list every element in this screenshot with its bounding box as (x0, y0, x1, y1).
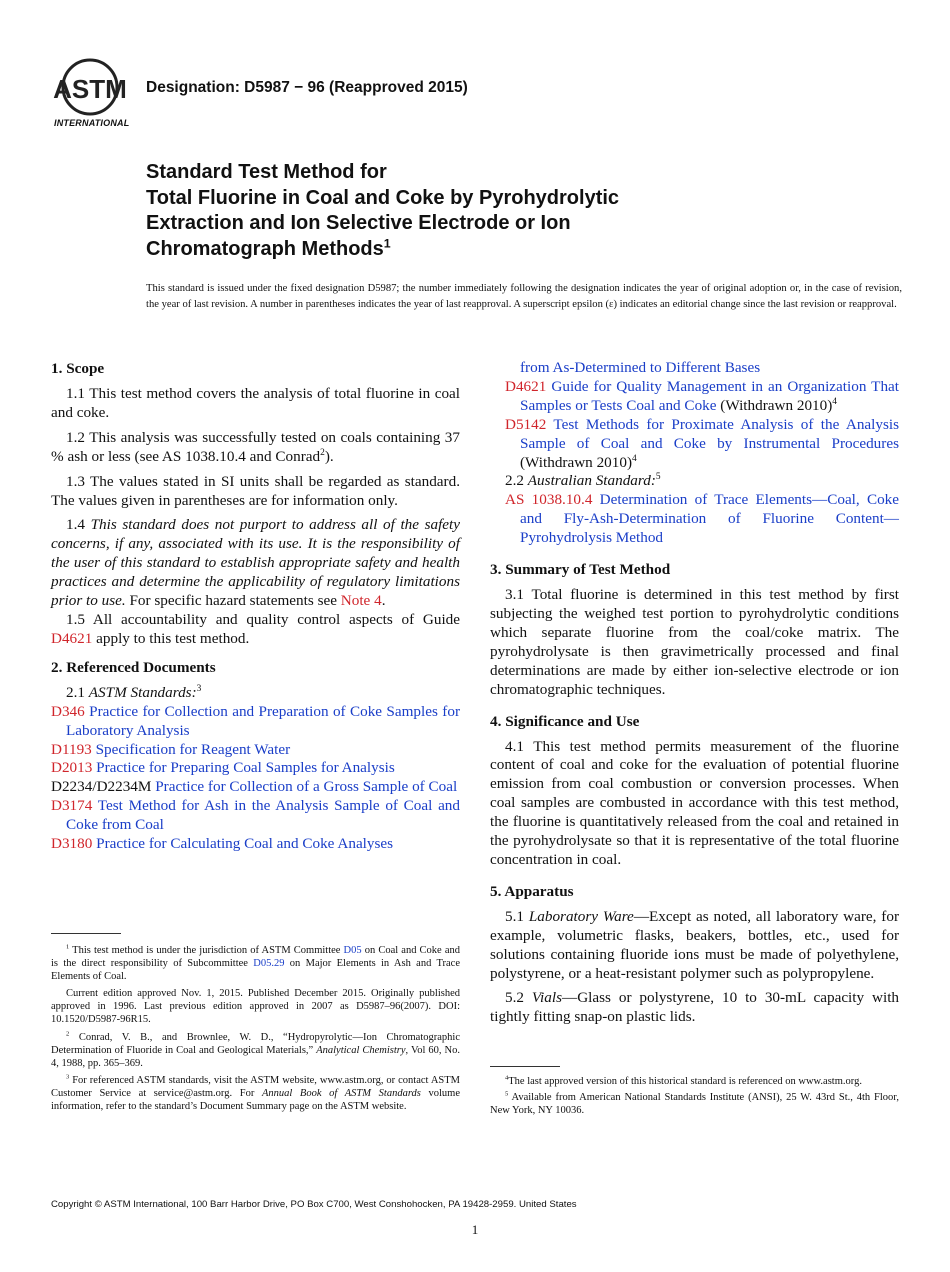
ref-d346[interactable]: D346 Practice for Collection and Preparation of Coke Samples for Laboratory Analysis (51, 702, 460, 739)
section-5-heading: 5. Apparatus (490, 882, 574, 900)
copyright-footer: Copyright © ASTM International, 100 Barr Harbor Drive, PO Box C700, West Conshohocken, PA 19428-2959. United States (51, 1199, 577, 1210)
ref-as-1038[interactable]: AS 1038.10.4 Determination of Trace Elements—Coal, Coke and Fly-Ash-Determination of Fluorine Content—Pyrohydrolysis Method (505, 491, 900, 547)
title-footnote-mark: 1 (383, 235, 391, 250)
note-4-link[interactable]: Note 4 (340, 592, 382, 610)
footnote-rule-left (51, 933, 121, 934)
para-1-1: 1.1 This test method covers the analysis of total fluorine in coal and coke. (51, 385, 460, 421)
page-number: 1 (471, 1222, 479, 1237)
ref-d3180[interactable]: D3180 Practice for Calculating Coal and Coke Analyses (51, 835, 394, 853)
ref-d1193[interactable]: D1193 Specification for Reagent Water (51, 740, 291, 758)
d05-29-link[interactable]: D05.29 (253, 958, 285, 970)
section-4-heading: 4. Significance and Use (490, 712, 640, 730)
para-2-2: 2.2 Australian Standard:$^5$ (505, 472, 661, 490)
title-line-4: Chromatograph Methods (146, 237, 384, 260)
right-column (490, 359, 899, 1027)
footnote-2: $^2$ Conrad, V. B., and Brownlee, W. D., “Hydropyrolytic—Ion Chromatographic Determination of Fluoride in Coal and Geological Materials,” Analytical Chemistry, Vol 60, No. 4, 1988, pp. 365–369. (51, 1030, 460, 1069)
left-column (51, 359, 460, 854)
para-5-2: 5.2 Vials—Glass or polystyrene, 10 to 30-mL capacity with tightly fitting snap-on plastic lids. (490, 989, 900, 1026)
para-2-1: 2.1 ASTM Standards:$^3$ (66, 683, 202, 701)
ref-d3174[interactable]: D3174 Test Method for Ash in the Analysis Sample of Coal and Coke from Coal (51, 797, 460, 834)
ref-d3180-continued[interactable]: from As-Determined to Different Bases (520, 359, 761, 376)
ref-d5142[interactable]: D5142 Test Methods for Proximate Analysis of the Analysis Sample of Coal and Coke by Instrumental Procedures (Withdrawn 2010)$^4$ (505, 415, 900, 471)
svg-text:ASTM: ASTM (53, 74, 127, 104)
footnote-5: $^5$ Available from American National Standards Institute (ANSI), 25 W. 43rd St., 4th Floor, New York, NY 10036. (490, 1090, 899, 1117)
footnotes-right (490, 1075, 899, 1117)
para-1-2: 1.2 This analysis was successfully tested on coals containing 37 % ash or less (see AS 1038.10.4 and Conrad$^2$). (51, 428, 460, 465)
section-3-heading: 3. Summary of Test Method (490, 561, 671, 579)
footnote-1: $^1$ This test method is under the jurisdiction of ASTM Committee D05 on Coal and Coke and is the direct responsibility of Subcommittee D05.29 on Major Elements in Ash and Trace Elements of Coal. (51, 943, 460, 983)
document-title (146, 160, 619, 262)
title-line-1: Standard Test Method for (146, 161, 387, 183)
para-5-1: 5.1 Laboratory Ware—Except as noted, all laboratory ware, for example, volumetric flasks, beakers, bottles, etc., used for solutions containing fluoride ions must be made of polyethylene, polystyrene, or a heat-resistant polymer such as polypropylene. (490, 907, 899, 982)
footnotes-left (51, 944, 460, 1113)
d4621-link-scope[interactable]: D4621 (51, 629, 93, 647)
footnote-4: $^4$The last approved version of this historical standard is referenced on www.astm.org. (505, 1074, 862, 1087)
para-1-5: 1.5 All accountability and quality control aspects of Guide D4621 apply to this test method. (51, 610, 460, 647)
para-3-1: 3.1 Total fluorine is determined in this test method by first subjecting the weighed test portion to pyrohydrolytic conditions which separate fluorine from the coal/coke matrix. The pyrohydrolysate is then gravimetrically processed and final determinations are made by either ion-selective electrode or ion chromatographic techniques. (490, 586, 899, 698)
designation: Designation: D5987 − 96 (Reapproved 2015) (146, 79, 468, 96)
intro-notice: This standard is issued under the fixed designation D5987; the number immediately following the designation indicates the year of original adoption or, in the case of revision, the year of last revision. A number in parentheses indicates the year of last reapproval. A superscript epsilon (ε) indicates an editorial change since the last revision or reapproval. (146, 283, 902, 310)
para-1-4: 1.4 This standard does not purport to address all of the safety concerns, if any, associated with its use. It is the responsibility of the user of this standard to establish appropriate safety and health practices and determine the applicability of regulatory limitations prior to use. For specific hazard statements see Note 4. (51, 516, 461, 610)
astm-logo (50, 56, 136, 132)
logo-wordmark: INTERNATIONAL (54, 118, 130, 128)
footnote-3: $^3$ For referenced ASTM standards, visit the ASTM website, www.astm.org, or contact ASTM Customer Service at service@astm.org. For Annual Book of ASTM Standards volume information, refer to the standard’s Document Summary page on the ASTM website. (51, 1073, 460, 1113)
ref-d2013[interactable]: D2013 Practice for Preparing Coal Samples for Analysis (51, 759, 395, 777)
title-line-2: Total Fluorine in Coal and Coke by Pyrohydrolytic (146, 186, 620, 209)
ref-d2234[interactable]: D2234/D2234M Practice for Collection of a Gross Sample of Coal (51, 778, 458, 796)
footnote-rule-right (490, 1066, 560, 1067)
section-1-heading: 1. Scope (51, 360, 105, 377)
section-2-heading: 2. Referenced Documents (51, 658, 216, 676)
footnote-1-edition: Current edition approved Nov. 1, 2015. Published December 2015. Originally published approved in 1996. Last previous edition approved in 2007 as D5987–96(2007). DOI: 10.1520/D5987-96R15. (51, 988, 460, 1026)
para-1-3: 1.3 The values stated in SI units shall be regarded as standard. The values given in parentheses are for information only. (51, 472, 460, 509)
d05-link[interactable]: D05 (343, 945, 362, 956)
para-4-1: 4.1 This test method permits measurement of the fluorine content of coal and coke for the evaluation of potential fluorine emission from coal combustion or conversion processes. When coal samples are combusted in accordance with this test method, the fluorine is quantitatively released from the coal and retained in the pyrohydrolysate so that it is representative of the total fluorine concentration in coal. (490, 737, 899, 868)
ref-d4621[interactable]: D4621 Guide for Quality Management in an Organization That Samples or Tests Coal and Coke (Withdrawn 2010)$^4$ (505, 377, 900, 414)
title-line-3: Extraction and Ion Selective Electrode or Ion (146, 212, 571, 234)
